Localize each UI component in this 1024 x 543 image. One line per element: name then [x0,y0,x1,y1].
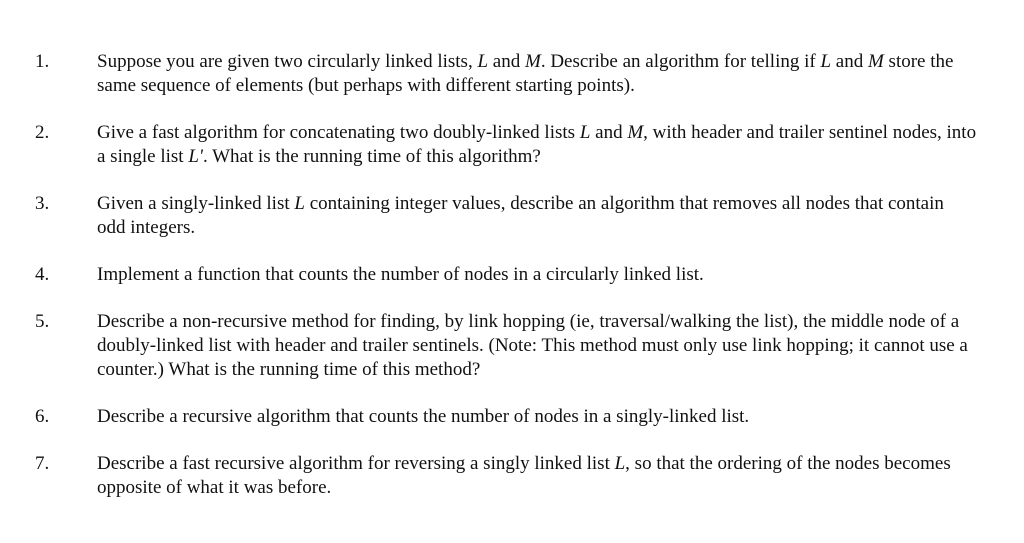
variable-name: L' [188,146,203,167]
problem-item [0,263,1024,287]
text-run: and [488,51,525,72]
problem-number: 7. [35,453,50,474]
variable-name: L [614,453,626,474]
text-run: Give a fast algorithm for concatenating two doubly-linked lists [97,122,580,143]
text-run: containing integer values, describe an algorithm that removes all nodes that contain odd integers. [97,193,944,238]
variable-name: L [294,193,305,214]
text-run: Describe a non-recursive method for finding, by link hopping (ie, traversal/walking the list), the middle node of a doubly-linked list with header and trailer sentinels. (Note: This method must only use link hopping; it cannot use a counter.) What is the running time of this method? [97,311,968,380]
problem-item [0,452,1024,500]
problem-text [97,310,977,382]
problem-number: 3. [35,193,50,214]
problem-number: 2. [35,122,50,143]
variable-name: M [867,51,884,72]
problem-item [0,310,1024,382]
problem-text [97,121,977,169]
problem-text [97,405,977,429]
variable-name: M [627,122,644,143]
problem-number: 4. [35,264,50,285]
text-run: Describe a fast recursive algorithm for reversing a singly linked list [97,453,615,474]
text-run: , so that the ordering of the nodes becomes opposite of what it was before. [97,453,951,498]
problem-item [0,192,1024,240]
text-run: , with header and trailer sentinel nodes, into a single list [97,122,977,167]
text-run: Suppose you are given two circularly linked lists, [97,51,478,72]
variable-name: L [477,51,489,72]
problem-text [97,192,977,240]
variable-name: M [524,51,541,72]
text-run: Describe a recursive algorithm that counts the number of nodes in a singly-linked list. [97,406,750,427]
problem-text [97,452,977,500]
text-run: Implement a function that counts the number of nodes in a circularly linked list. [97,264,704,285]
problem-item [0,50,1024,98]
problem-text [97,50,977,98]
text-run: and [590,122,628,143]
text-run: . Describe an algorithm for telling if [540,51,821,72]
text-run: Given a singly-linked list [97,193,295,214]
problem-item [0,405,1024,429]
text-run: . What is the running time of this algorithm? [202,146,541,167]
variable-name: L [579,122,591,143]
problem-item [0,121,1024,169]
problem-text [97,263,977,287]
problem-number: 5. [35,311,50,332]
problem-number: 6. [35,406,50,427]
problem-list [0,50,1024,523]
variable-name: L [820,51,832,72]
text-run: and [831,51,868,72]
text-run: store the same sequence of elements (but perhaps with different starting points). [97,51,954,96]
problem-number: 1. [35,51,50,72]
